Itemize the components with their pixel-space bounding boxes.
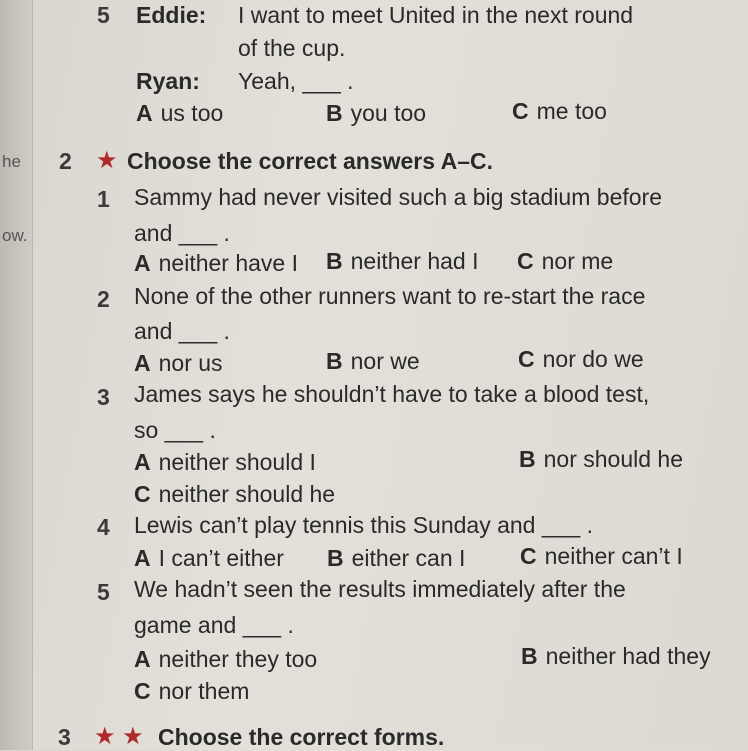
- question-text: game and ___ .: [134, 612, 294, 638]
- answer-option[interactable]: [134, 545, 284, 572]
- answer-option[interactable]: [134, 646, 317, 673]
- option-letter: C: [134, 678, 151, 704]
- option-text: nor we: [350, 348, 420, 374]
- option-text: you too: [350, 100, 427, 126]
- question-number: 1: [97, 186, 110, 212]
- answer-option[interactable]: [134, 250, 298, 277]
- question-number: 5: [97, 579, 110, 605]
- option-letter: C: [512, 98, 529, 124]
- speaker-label: Ryan:: [136, 68, 200, 94]
- option-letter: B: [326, 100, 343, 126]
- answer-option[interactable]: [518, 346, 644, 373]
- margin-strip: [0, 0, 33, 750]
- exercise-title: Choose the correct answers A–C.: [127, 148, 493, 174]
- dialogue-line: of the cup.: [238, 35, 346, 61]
- option-text: neither should he: [158, 481, 336, 507]
- option-letter: B: [326, 348, 343, 374]
- option-text: neither should I: [158, 449, 316, 475]
- option-text: me too: [536, 98, 607, 124]
- answer-option[interactable]: [512, 98, 607, 125]
- dialogue-line: Yeah, ___ .: [238, 68, 354, 94]
- option-text: us too: [160, 100, 224, 126]
- option-letter: B: [327, 545, 344, 571]
- option-letter: B: [521, 643, 538, 669]
- option-text: neither they too: [158, 646, 318, 672]
- exercise-title: Choose the correct forms.: [158, 724, 445, 750]
- exercise-number: 3: [58, 724, 71, 750]
- answer-option[interactable]: [134, 678, 249, 705]
- option-letter: A: [134, 545, 151, 571]
- question-text: Sammy had never visited such a big stadium before: [134, 184, 662, 210]
- option-text: nor should he: [543, 446, 684, 472]
- answer-option[interactable]: [326, 248, 479, 275]
- margin-fragment: ow.: [2, 226, 28, 245]
- question-text: Lewis can’t play tennis this Sunday and ___ .: [134, 512, 594, 538]
- option-letter: B: [326, 248, 343, 274]
- option-text: neither had I: [350, 248, 479, 274]
- star-icon: ★: [96, 147, 118, 174]
- question-text: and ___ .: [134, 318, 230, 344]
- option-letter: A: [134, 250, 151, 276]
- option-letter: A: [134, 449, 151, 475]
- option-text: nor do we: [542, 346, 644, 372]
- answer-option[interactable]: [517, 248, 613, 275]
- speaker-label: Eddie:: [136, 2, 207, 28]
- option-text: I can’t either: [158, 545, 284, 571]
- margin-fragment: he: [2, 152, 21, 171]
- option-text: nor them: [158, 678, 250, 704]
- option-letter: C: [518, 346, 535, 372]
- answer-option[interactable]: [521, 643, 711, 670]
- option-letter: A: [134, 646, 151, 672]
- question-number: 4: [97, 514, 110, 540]
- option-text: nor me: [541, 248, 614, 274]
- option-letter: C: [517, 248, 534, 274]
- answer-option[interactable]: [134, 449, 316, 476]
- question-number: 3: [97, 384, 110, 410]
- question-text: so ___ .: [134, 417, 216, 443]
- exercise-number: 2: [59, 148, 72, 174]
- answer-option[interactable]: [326, 100, 426, 127]
- question-number: 2: [97, 286, 110, 312]
- answer-option[interactable]: [327, 545, 465, 572]
- answer-option[interactable]: [136, 100, 223, 127]
- answer-option[interactable]: [326, 348, 420, 375]
- option-letter: C: [134, 481, 151, 507]
- option-letter: B: [519, 446, 536, 472]
- item-number: 5: [97, 2, 110, 28]
- option-letter: C: [520, 543, 537, 569]
- option-text: nor us: [158, 350, 223, 376]
- option-text: neither have I: [158, 250, 298, 276]
- option-text: neither can’t I: [544, 543, 683, 569]
- answer-option[interactable]: [134, 481, 335, 508]
- option-letter: A: [136, 100, 153, 126]
- star-icon: ★ ★: [94, 723, 144, 750]
- dialogue-line: I want to meet United in the next round: [238, 2, 634, 28]
- option-letter: A: [134, 350, 151, 376]
- answer-option[interactable]: [519, 446, 683, 473]
- question-text: and ___ .: [134, 220, 230, 246]
- option-text: neither had they: [545, 643, 711, 669]
- option-text: either can I: [351, 545, 466, 571]
- question-text: None of the other runners want to re-start the race: [134, 283, 646, 309]
- question-text: We hadn’t seen the results immediately after the: [134, 576, 626, 602]
- answer-option[interactable]: [134, 350, 223, 377]
- answer-option[interactable]: [520, 543, 683, 570]
- question-text: James says he shouldn’t have to take a blood test,: [134, 381, 650, 407]
